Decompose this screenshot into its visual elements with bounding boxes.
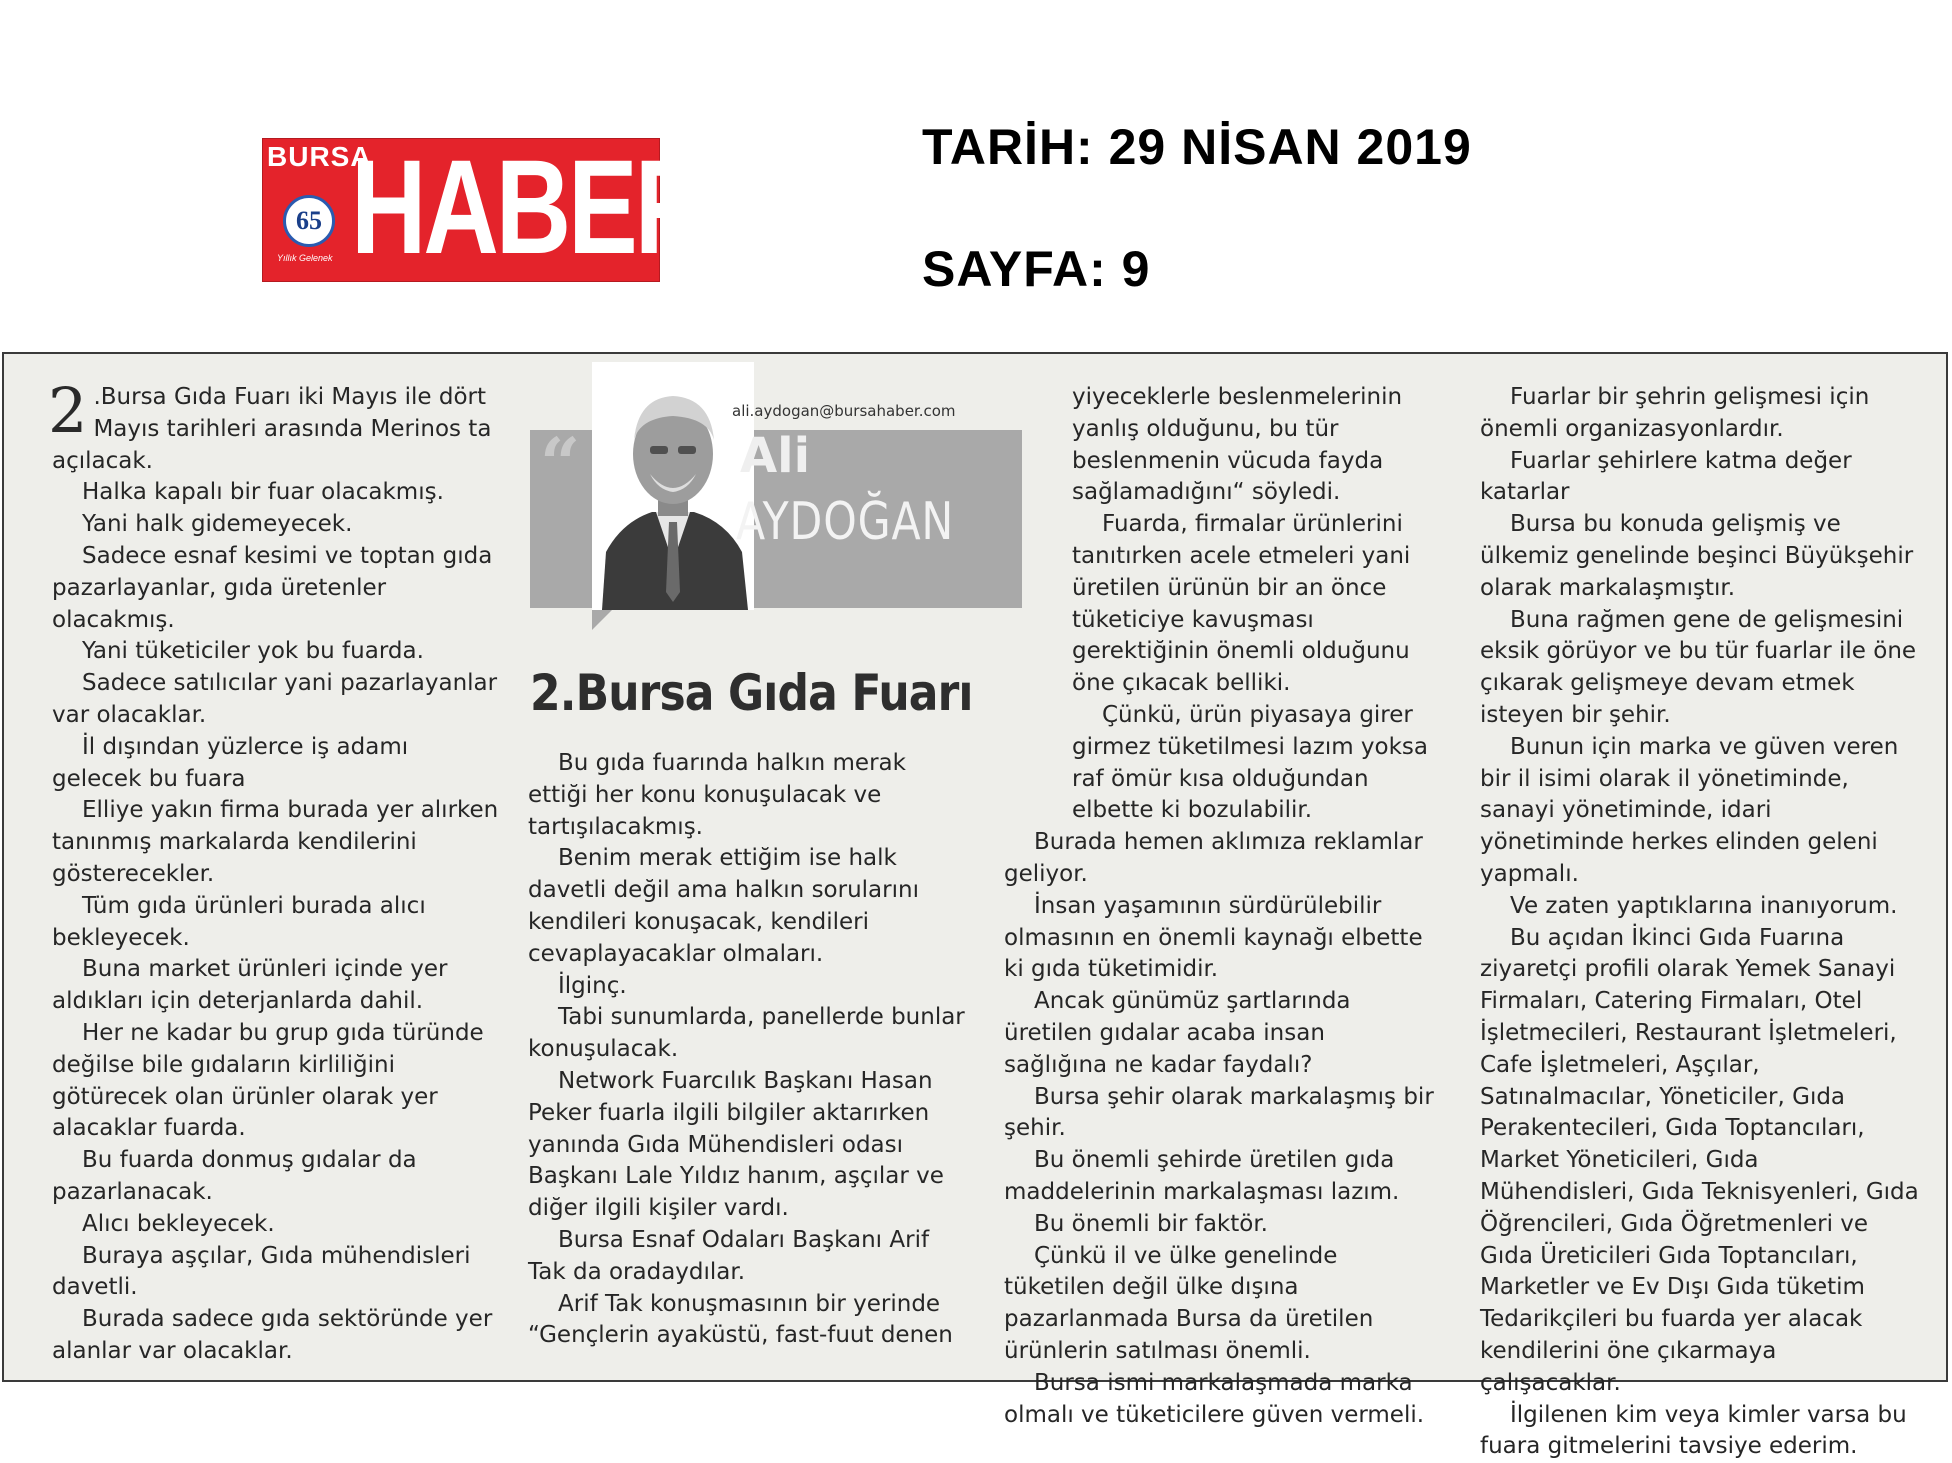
paragraph: Çünkü il ve ülke genelinde tüketilen değil ülke dışına pazarlanmada Bursa da üretilen ürünlerin satılması önemli. [1004, 1241, 1434, 1368]
article-headline: 2.Bursa Gıda Fuarı [530, 664, 973, 722]
paragraph: Bu önemli şehirde üretilen gıda maddelerinin markalaşması lazım. [1004, 1145, 1434, 1209]
paragraph: İlginç. [528, 971, 968, 1003]
paragraph: Sadece esnaf kesimi ve toptan gıda pazarlayanlar, gıda üretenler olacakmış. [52, 541, 504, 636]
paragraph: Buna rağmen gene de gelişmesini eksik görüyor ve bu tür fuarlar ile öne çıkarak gelişmeye devam etmek isteyen bir şehir. [1480, 605, 1920, 732]
paragraph: Tüm gıda ürünleri burada alıcı bekleyecek. [52, 891, 504, 955]
paragraph: .Bursa Gıda Fuarı iki Mayıs ile dört Mayıs tarihleri arasında Merinos ta açılacak. [52, 382, 504, 477]
paragraph: Bu önemli bir faktör. [1004, 1209, 1434, 1241]
paragraph: Arif Tak konuşmasının bir yerinde “Gençlerin ayaküstü, fast-fuut denen [528, 1289, 968, 1353]
logo-anniversary-badge: 65 [283, 195, 335, 247]
paragraph: Burada hemen aklımıza reklamlar geliyor. [1004, 827, 1434, 891]
paragraph: İl dışından yüzlerce iş adamı gelecek bu fuara [52, 732, 504, 796]
paragraph: Bursa ismi markalaşmada marka olmalı ve tüketicilere güven vermeli. [1004, 1368, 1434, 1432]
paragraph: yiyeceklerle beslenmelerinin yanlış olduğunu, bu tür beslenmenin vücuda fayda sağlamadığını“ söyledi. [1072, 382, 1434, 509]
author-email: ali.aydogan@bursahaber.com [732, 402, 956, 420]
paragraph: Benim merak ettiğim ise halk davetli değil ama halkın sorularını kendileri konuşacak, kendileri cevaplayacaklar olmaları. [528, 843, 968, 970]
paragraph: Fuarlar bir şehrin gelişmesi için önemli organizasyonlardır. [1480, 382, 1920, 446]
author-first-name: Ali [740, 428, 810, 484]
article-column-2 [528, 748, 968, 1352]
paragraph: Buna market ürünleri içinde yer aldıkları için deterjanlarda dahil. [52, 954, 504, 1018]
article-column-1 [52, 382, 504, 1368]
paragraph: Yani tüketiciler yok bu fuarda. [52, 636, 504, 668]
logo-bursa-text: BURSA [267, 141, 372, 173]
author-last-name: AYDOĞAN [736, 492, 954, 552]
paragraph: Bursa şehir olarak markalaşmış bir şehir. [1004, 1082, 1434, 1146]
drop-cap: 2 [48, 384, 87, 438]
newspaper-clipping [2, 352, 1948, 1382]
article-column-4 [1480, 382, 1920, 1463]
author-portrait-icon [592, 362, 754, 610]
date-line: TARİH: 29 NİSAN 2019 [922, 118, 1472, 176]
paragraph: Bu açıdan İkinci Gıda Fuarına ziyaretçi profili olarak Yemek Sanayi Firmaları, Catering Firmaları, Otel İşletmecileri, Restaurant İşletmeleri, Cafe İşletmeleri, Aşçılar, Satınalmacılar, Yöneticiler, Gıda Perakentecileri, Gıda Toptancıları, Market Yöneticileri, Gıda Mühendisleri, Gıda Teknisyenleri, Gıda Öğrencileri, Gıda Öğretmenleri ve Gıda Üreticileri Gıda Toptancıları, Marketler ve Ev Dışı Gıda tüketim Tedarikçileri bu fuarda yer alacak kendilerini öne çıkarmaya çalışacaklar. [1480, 923, 1920, 1400]
quote-mark-icon: “ [540, 422, 580, 505]
paragraph: Fuarlar şehirlere katma değer katarlar [1480, 446, 1920, 510]
paragraph: Buraya aşçılar, Gıda mühendisleri davetli. [52, 1241, 504, 1305]
paragraph: Yani halk gidemeyecek. [52, 509, 504, 541]
paragraph: Ve zaten yaptıklarına inanıyorum. [1480, 891, 1920, 923]
paragraph: Ancak günümüz şartlarında üretilen gıdalar acaba insan sağlığına ne kadar faydalı? [1004, 986, 1434, 1081]
logo-haber-text: HABER [351, 133, 707, 283]
paragraph: Bu gıda fuarında halkın merak ettiği her konu konuşulacak ve tartışılacakmış. [528, 748, 968, 843]
paragraph: Tabi sunumlarda, panellerde bunlar konuşulacak. [528, 1002, 968, 1066]
article-column-3 [1004, 382, 1434, 1431]
paragraph: Bursa bu konuda gelişmiş ve ülkemiz genelinde beşinci Büyükşehir olarak markalaşmıştır. [1480, 509, 1920, 604]
author-photo [592, 362, 754, 610]
paragraph: Alıcı bekleyecek. [52, 1209, 504, 1241]
paragraph: Çünkü, ürün piyasaya girer girmez tüketilmesi lazım yoksa raf ömür kısa olduğundan elbette ki bozulabilir. [1072, 700, 1434, 827]
paragraph: Bu fuarda donmuş gıdalar da pazarlanacak. [52, 1145, 504, 1209]
paragraph: Bursa Esnaf Odaları Başkanı Arif Tak da oradaydılar. [528, 1225, 968, 1289]
logo-tagline: Yıllık Gelenek [277, 253, 333, 263]
bursa-haber-logo [262, 138, 660, 282]
author-block [530, 362, 1024, 622]
paragraph: Halka kapalı bir fuar olacakmış. [52, 477, 504, 509]
page-line: SAYFA: 9 [922, 240, 1150, 298]
paragraph: Burada sadece gıda sektöründe yer alanlar var olacaklar. [52, 1304, 504, 1368]
paragraph: İnsan yaşamının sürdürülebilir olmasının en önemli kaynağı elbette ki gıda tüketimidir. [1004, 891, 1434, 986]
paragraph: Sadece satılıcılar yani pazarlayanlar var olacaklar. [52, 668, 504, 732]
paragraph: Bunun için marka ve güven veren bir il isimi olarak il yönetiminde, sanayi yönetiminde, idari yönetiminde herkes elinden geleni yapmalı. [1480, 732, 1920, 891]
paragraph: Network Fuarcılık Başkanı Hasan Peker fuarla ilgili bilgiler aktarırken yanında Gıda Mühendisleri odası Başkanı Lale Yıldız hanım, aşçılar ve diğer ilgili kişiler vardı. [528, 1066, 968, 1225]
paragraph: Her ne kadar bu grup gıda türünde değilse bile gıdaların kirliliğini götürecek olan ürünler olarak yer alacaklar fuarda. [52, 1018, 504, 1145]
paragraph: Elliye yakın firma burada yer alırken tanınmış markalarda kendilerini gösterecekler. [52, 795, 504, 890]
paragraph: Fuarda, firmalar ürünlerini tanıtırken acele etmeleri yani üretilen ürünün bir an önce tüketiciye kavuşması gerektiğinin önemli olduğunu öne çıkacak belliki. [1072, 509, 1434, 700]
paragraph: İlgilenen kim veya kimler varsa bu fuara gitmelerini tavsiye ederim. [1480, 1400, 1920, 1463]
